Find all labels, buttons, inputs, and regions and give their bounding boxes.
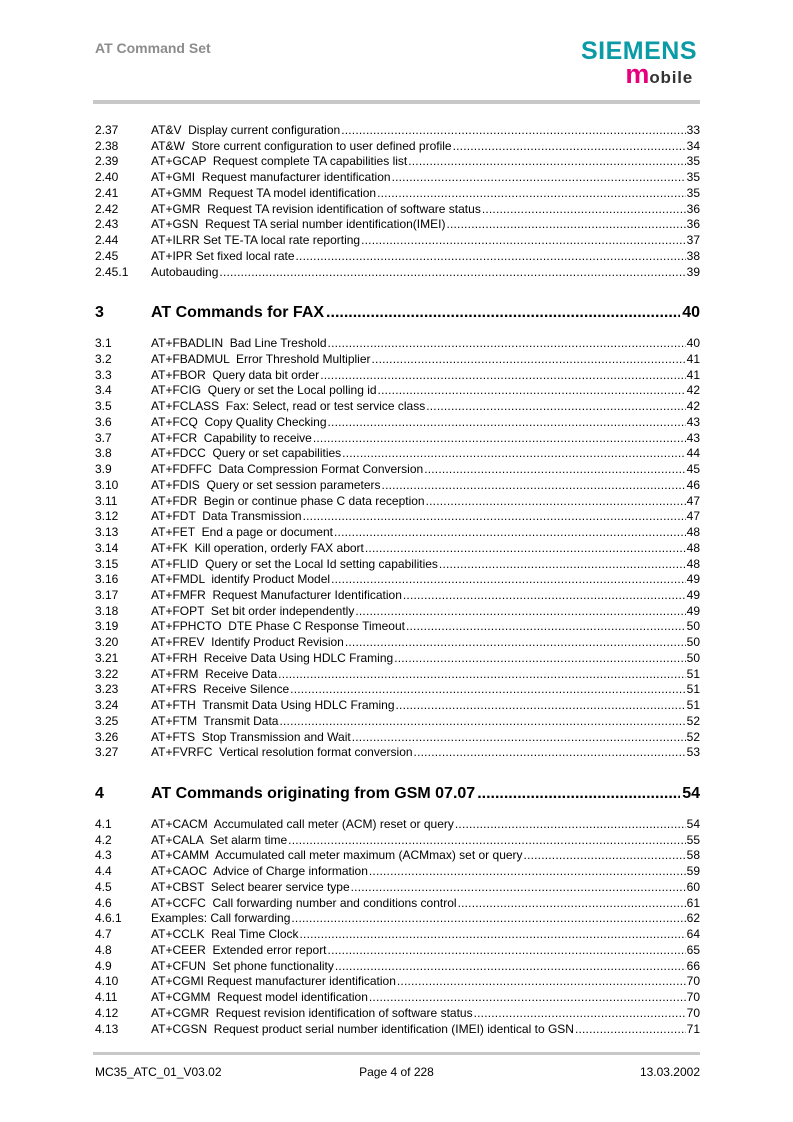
toc-dot-leader — [352, 730, 686, 745]
toc-number: 2.39 — [95, 154, 119, 169]
toc-title: AT&V Display current configuration — [151, 123, 341, 137]
toc-title: Examples: Call forwarding — [151, 911, 291, 926]
toc-entry[interactable] — [95, 927, 700, 942]
toc-page-number: 36 — [686, 217, 700, 232]
toc-page-number: 36 — [686, 201, 700, 216]
toc-number: 3 — [95, 304, 104, 322]
toc-title: AT+IPR Set fixed local rate — [151, 248, 295, 263]
toc-page-number: 49 — [686, 587, 700, 602]
toc-number: 3.20 — [95, 635, 119, 650]
toc-title: AT+CAMM Accumulated call meter maximum (ACMmax) set or query — [151, 848, 523, 863]
toc-dot-leader — [326, 302, 680, 324]
toc-page-number: 37 — [686, 233, 700, 248]
toc-page-number: 50 — [686, 650, 700, 665]
toc-title: AT+FCQ Copy Quality Checking — [151, 414, 327, 429]
toc-dot-leader — [524, 848, 686, 863]
toc-entry[interactable] — [95, 478, 700, 493]
toc-title: AT+FCR Capability to receive — [151, 430, 312, 445]
footer-page-number: Page 4 of 228 — [359, 1065, 434, 1079]
toc-dot-leader — [361, 233, 686, 248]
toc-entry[interactable] — [95, 943, 700, 958]
toc-title: AT+ILRR Set TE-TA local rate reporting — [151, 233, 361, 248]
toc-title: AT+FDIS Query or set session parameters — [151, 477, 381, 492]
toc-dot-leader — [313, 431, 686, 446]
toc-page-number: 34 — [686, 138, 700, 153]
toc-number: 4.8 — [95, 942, 112, 957]
toc-number: 3.5 — [95, 399, 112, 414]
toc-entry[interactable] — [95, 557, 700, 572]
toc-dot-leader — [300, 927, 686, 942]
toc-number: 3.13 — [95, 525, 119, 540]
toc-title: AT+CEER Extended error report — [151, 942, 327, 957]
toc-entry[interactable] — [95, 604, 700, 619]
toc-page-number: 35 — [686, 170, 700, 185]
toc-section-heading[interactable] — [95, 302, 700, 324]
toc-page-number: 60 — [686, 879, 700, 894]
toc-entry[interactable] — [95, 249, 700, 264]
toc-page-number: 40 — [682, 304, 700, 322]
toc-dot-leader — [328, 336, 686, 351]
toc-title: AT+FMDL identify Product Model — [151, 572, 331, 587]
toc-page-number: 50 — [686, 635, 700, 650]
toc-number: 3.7 — [95, 430, 112, 445]
toc-entry[interactable] — [95, 123, 700, 138]
toc-number: 3.24 — [95, 698, 119, 713]
toc-dot-leader — [369, 990, 686, 1005]
toc-entry[interactable] — [95, 1022, 700, 1037]
toc-page-number: 58 — [686, 848, 700, 863]
footer-doc-id: MC35_ATC_01_V03.02 — [95, 1065, 222, 1079]
toc-entry[interactable] — [95, 572, 700, 587]
toc-page-number: 53 — [686, 745, 700, 760]
toc-number: 2.45.1 — [95, 264, 129, 279]
toc-dot-leader — [482, 202, 686, 217]
toc-title: AT+FVRFC Vertical resolution format conversion — [151, 745, 413, 760]
toc-entry[interactable] — [95, 509, 700, 524]
toc-number: 4.2 — [95, 832, 112, 847]
toc-title: AT+GSN Request TA serial number identification(IMEI) — [151, 217, 446, 232]
toc-number: 3.2 — [95, 352, 112, 367]
toc-dot-leader — [477, 783, 680, 805]
toc-entry[interactable] — [95, 714, 700, 729]
toc-number: 4.6 — [95, 895, 112, 910]
toc-number: 3.3 — [95, 367, 112, 382]
toc-dot-leader — [378, 383, 686, 398]
toc-title: AT+FCIG Query or set the Local polling id — [151, 383, 377, 398]
toc-dot-leader — [278, 667, 685, 682]
toc-page-number: 48 — [686, 540, 700, 555]
toc-dot-leader — [446, 217, 685, 232]
toc-page-number: 47 — [686, 493, 700, 508]
toc-number: 3.14 — [95, 540, 119, 555]
toc-dot-leader — [414, 745, 686, 760]
toc-title: AT+FTM Transmit Data — [151, 713, 279, 728]
toc-page-number: 42 — [686, 399, 700, 414]
toc-page-number: 49 — [686, 603, 700, 618]
toc-number: 3.10 — [95, 477, 119, 492]
toc-dot-leader — [291, 911, 685, 926]
toc-number: 4.13 — [95, 1021, 119, 1036]
toc-dot-leader — [406, 619, 686, 634]
toc-title: AT+FDFFC Data Compression Format Conversion — [151, 462, 424, 477]
toc-page-number: 51 — [686, 682, 700, 697]
toc-entry[interactable] — [95, 635, 700, 650]
toc-number: 3.23 — [95, 682, 119, 697]
toc-dot-leader — [397, 974, 686, 989]
toc-title: AT+CGMM Request model identification — [151, 990, 368, 1005]
toc-entry[interactable] — [95, 494, 700, 509]
toc-number: 3.12 — [95, 509, 119, 524]
toc-title: AT+FOPT Set bit order independently — [151, 603, 355, 618]
toc-dot-leader — [351, 880, 686, 895]
toc-number: 2.45 — [95, 248, 119, 263]
toc-title: AT+FK Kill operation, orderly FAX abort — [151, 540, 364, 555]
toc-page-number: 49 — [686, 572, 700, 587]
toc-entry[interactable] — [95, 368, 700, 383]
toc-number: 4.10 — [95, 974, 119, 989]
toc-page-number: 46 — [686, 477, 700, 492]
toc-page-number: 43 — [686, 414, 700, 429]
toc-dot-leader — [474, 1006, 686, 1021]
toc-title: AT+GMR Request TA revision identification of software status — [151, 201, 481, 216]
toc-title: AT+CGMR Request revision identification of software status — [151, 1005, 473, 1020]
toc-page-number: 42 — [686, 383, 700, 398]
toc-title: AT Commands originating from GSM 07.07 — [151, 785, 476, 802]
toc-entry[interactable] — [95, 399, 700, 414]
toc-dot-leader — [365, 541, 686, 556]
toc-number: 3.22 — [95, 666, 119, 681]
toc-number: 3.27 — [95, 745, 119, 760]
toc-title: AT+GMM Request TA model identification — [151, 185, 377, 200]
toc-number: 4.3 — [95, 848, 112, 863]
toc-page-number: 70 — [686, 974, 700, 989]
toc-number: 2.42 — [95, 201, 119, 216]
toc-number: 4.4 — [95, 864, 112, 879]
toc-title: AT+FREV Identify Product Revision — [151, 635, 344, 650]
toc-dot-leader — [426, 494, 686, 509]
footer-date: 13.03.2002 — [639, 1065, 700, 1079]
toc-entry[interactable] — [95, 462, 700, 477]
toc-section-heading[interactable] — [95, 783, 700, 805]
toc-page-number: 33 — [686, 123, 700, 137]
toc-number: 3.19 — [95, 619, 119, 634]
toc-dot-leader — [290, 682, 685, 697]
toc-page-number: 40 — [686, 336, 700, 351]
toc-number: 2.44 — [95, 233, 119, 248]
toc-entry[interactable] — [95, 265, 700, 280]
toc-entry[interactable] — [95, 541, 700, 556]
toc-entry[interactable] — [95, 446, 700, 461]
toc-entry[interactable] — [95, 336, 700, 351]
toc-title: AT+FCLASS Fax: Select, read or test service class — [151, 399, 426, 414]
toc-title: AT+FDR Begin or continue phase C data reception — [151, 493, 425, 508]
toc-title: AT&W Store current configuration to user defined profile — [151, 138, 452, 153]
toc-dot-leader — [575, 1022, 686, 1037]
toc-dot-leader — [396, 698, 686, 713]
toc-number: 2.43 — [95, 217, 119, 232]
toc-page-number: 44 — [686, 446, 700, 461]
toc-page-number: 45 — [686, 462, 700, 477]
toc-number: 3.9 — [95, 462, 112, 477]
toc-title: AT+CALA Set alarm time — [151, 832, 288, 847]
toc-dot-leader — [392, 170, 686, 185]
toc-dot-leader — [355, 604, 685, 619]
toc-title: AT+FPHCTO DTE Phase C Response Timeout — [151, 619, 405, 634]
toc-page-number: 71 — [686, 1021, 700, 1036]
toc-title: AT+FBADMUL Error Threshold Multiplier — [151, 352, 371, 367]
toc-dot-leader — [328, 943, 686, 958]
toc-page-number: 64 — [686, 927, 700, 942]
toc-entry[interactable] — [95, 651, 700, 666]
toc-entry[interactable] — [95, 682, 700, 697]
toc-entry[interactable] — [95, 588, 700, 603]
toc-title: AT+FDCC Query or set capabilities — [151, 446, 342, 461]
toc-entry[interactable] — [95, 698, 700, 713]
toc-title: AT+CBST Select bearer service type — [151, 879, 350, 894]
toc-title: AT+CGSN Request product serial number identification (IMEI) identical to GSN — [151, 1021, 574, 1036]
toc-number: 3.6 — [95, 414, 112, 429]
toc-number: 4.7 — [95, 927, 112, 942]
toc-dot-leader — [372, 352, 686, 367]
toc-dot-leader — [424, 462, 685, 477]
toc-dot-leader — [382, 478, 686, 493]
toc-page-number: 48 — [686, 525, 700, 540]
toc-number: 3.1 — [95, 336, 112, 351]
toc-entry[interactable] — [95, 217, 700, 232]
toc-entry[interactable] — [95, 833, 700, 848]
toc-dot-leader — [426, 399, 685, 414]
toc-page-number: 51 — [686, 698, 700, 713]
toc-title: AT Commands for FAX — [151, 304, 325, 322]
toc-page-number: 48 — [686, 556, 700, 571]
toc-number: 3.25 — [95, 713, 119, 728]
toc-title: AT+CGMI Request manufacturer identification — [151, 974, 396, 989]
toc-entry[interactable] — [95, 525, 700, 540]
toc-title: AT+FTS Stop Transmission and Wait — [151, 729, 351, 744]
toc-title: AT+GCAP Request complete TA capabilities list — [151, 154, 408, 169]
toc-dot-leader — [341, 123, 685, 138]
header-divider — [93, 100, 700, 104]
toc-entry[interactable] — [95, 415, 700, 430]
toc-entry[interactable] — [95, 864, 700, 879]
toc-entry[interactable] — [95, 745, 700, 760]
toc-entry[interactable] — [95, 896, 700, 911]
toc-title: AT+CFUN Set phone functionality — [151, 958, 334, 973]
toc-title: AT+FRM Receive Data — [151, 666, 278, 681]
toc-number: 2.41 — [95, 185, 119, 200]
toc-title: AT+FET End a page or document — [151, 525, 333, 540]
toc-number: 3.21 — [95, 650, 119, 665]
toc-page-number: 52 — [686, 713, 700, 728]
toc-page-number: 38 — [686, 248, 700, 263]
toc-dot-leader — [331, 572, 686, 587]
toc-entry[interactable] — [95, 154, 700, 169]
toc-entry[interactable] — [95, 959, 700, 974]
toc-entry[interactable] — [95, 911, 700, 926]
toc-entry[interactable] — [95, 667, 700, 682]
toc-number: 3.26 — [95, 729, 119, 744]
toc-entry[interactable] — [95, 202, 700, 217]
toc-number: 3.11 — [95, 493, 118, 508]
toc-title: AT+FRS Receive Silence — [151, 682, 290, 697]
toc-number: 4.12 — [95, 1005, 119, 1020]
toc-page-number: 35 — [686, 154, 700, 169]
toc-page-number: 54 — [682, 785, 700, 802]
toc-dot-leader — [377, 186, 686, 201]
toc-number: 3.8 — [95, 446, 112, 461]
toc-dot-leader — [335, 959, 686, 974]
toc-entry[interactable] — [95, 730, 700, 745]
toc-number: 4.6.1 — [95, 911, 122, 926]
toc-title: Autobauding — [151, 264, 219, 279]
toc-dot-leader — [342, 446, 685, 461]
toc-title: AT+FRH Receive Data Using HDLC Framing — [151, 650, 394, 665]
toc-title: AT+FBADLIN Bad Line Treshold — [151, 336, 327, 351]
toc-number: 2.37 — [95, 123, 119, 137]
toc-number: 3.18 — [95, 603, 119, 618]
toc-title: AT+CAOC Advice of Charge information — [151, 864, 368, 879]
toc-number: 4.11 — [95, 990, 118, 1005]
toc-dot-leader — [455, 817, 686, 832]
toc-page-number: 54 — [686, 817, 700, 831]
toc-title: AT+FBOR Query data bit order — [151, 367, 320, 382]
toc-dot-leader — [458, 896, 686, 911]
toc-page-number: 55 — [686, 832, 700, 847]
logo-m-letter: m — [625, 59, 650, 89]
toc-page-number: 62 — [686, 911, 700, 926]
toc-entry[interactable] — [95, 990, 700, 1005]
footer-divider — [93, 1052, 700, 1055]
toc-number: 3.17 — [95, 587, 119, 602]
toc-page-number: 41 — [686, 367, 700, 382]
logo-mobile-text — [625, 59, 693, 91]
document-title: AT Command Set — [95, 40, 211, 56]
toc-entry[interactable] — [95, 383, 700, 398]
toc-dot-leader — [408, 154, 685, 169]
toc-dot-leader — [394, 651, 685, 666]
toc-entry[interactable] — [95, 619, 700, 634]
logo-obile-text: obile — [649, 68, 693, 87]
siemens-mobile-logo — [573, 37, 697, 89]
toc-number: 2.40 — [95, 170, 119, 185]
toc-page-number: 70 — [686, 1005, 700, 1020]
toc-dot-leader — [334, 525, 686, 540]
toc-page-number: 47 — [686, 509, 700, 524]
toc-entry[interactable] — [95, 974, 700, 989]
toc-title: AT+CCFC Call forwarding number and conditions control — [151, 895, 457, 910]
toc-entry[interactable] — [95, 880, 700, 895]
toc-dot-leader — [219, 265, 685, 280]
toc-entry[interactable] — [95, 817, 700, 832]
logo-siemens-text: SIEMENS — [580, 37, 697, 65]
toc-entry[interactable] — [95, 233, 700, 248]
toc-number: 4.9 — [95, 958, 112, 973]
toc-dot-leader — [279, 714, 685, 729]
toc-number: 2.38 — [95, 138, 119, 153]
toc-dot-leader — [303, 509, 686, 524]
toc-dot-leader — [328, 415, 686, 430]
toc-title: AT+FMFR Request Manufacturer Identification — [151, 587, 402, 602]
toc-page-number: 39 — [686, 264, 700, 279]
toc-dot-leader — [439, 557, 686, 572]
toc-entry[interactable] — [95, 352, 700, 367]
toc-number: 4.1 — [95, 817, 112, 831]
toc-entry[interactable] — [95, 1006, 700, 1021]
toc-dot-leader — [345, 635, 686, 650]
toc-dot-leader — [320, 368, 685, 383]
toc-entry[interactable] — [95, 139, 700, 154]
toc-entry[interactable] — [95, 170, 700, 185]
toc-page-number: 41 — [686, 352, 700, 367]
toc-dot-leader — [403, 588, 686, 603]
toc-title: AT+GMI Request manufacturer identification — [151, 170, 391, 185]
toc-page-number: 66 — [686, 958, 700, 973]
toc-page-number: 70 — [686, 990, 700, 1005]
toc-entry[interactable] — [95, 186, 700, 201]
toc-page-number: 65 — [686, 942, 700, 957]
toc-page-number: 51 — [686, 666, 700, 681]
toc-number: 4.5 — [95, 879, 112, 894]
toc-title: AT+FTH Transmit Data Using HDLC Framing — [151, 698, 395, 713]
toc-entry[interactable] — [95, 431, 700, 446]
toc-dot-leader — [288, 833, 685, 848]
toc-number: 3.15 — [95, 556, 119, 571]
toc-page-number: 59 — [686, 864, 700, 879]
toc-page-number: 35 — [686, 185, 700, 200]
toc-title: AT+CCLK Real Time Clock — [151, 927, 299, 942]
toc-dot-leader — [296, 249, 686, 264]
toc-entry[interactable] — [95, 848, 700, 863]
toc-page-number: 43 — [686, 430, 700, 445]
toc-dot-leader — [453, 139, 686, 154]
toc-title: AT+FLID Query or set the Local Id setting capabilities — [151, 556, 438, 571]
toc-number: 4 — [95, 785, 104, 802]
toc-page-number: 61 — [686, 895, 700, 910]
toc-dot-leader — [369, 864, 686, 879]
toc-number: 3.16 — [95, 572, 119, 587]
toc-title: AT+FDT Data Transmission — [151, 509, 302, 524]
toc-page-number: 50 — [686, 619, 700, 634]
toc-number: 3.4 — [95, 383, 112, 398]
toc-title: AT+CACM Accumulated call meter (ACM) reset or query — [151, 817, 454, 831]
toc-page-number: 52 — [686, 729, 700, 744]
